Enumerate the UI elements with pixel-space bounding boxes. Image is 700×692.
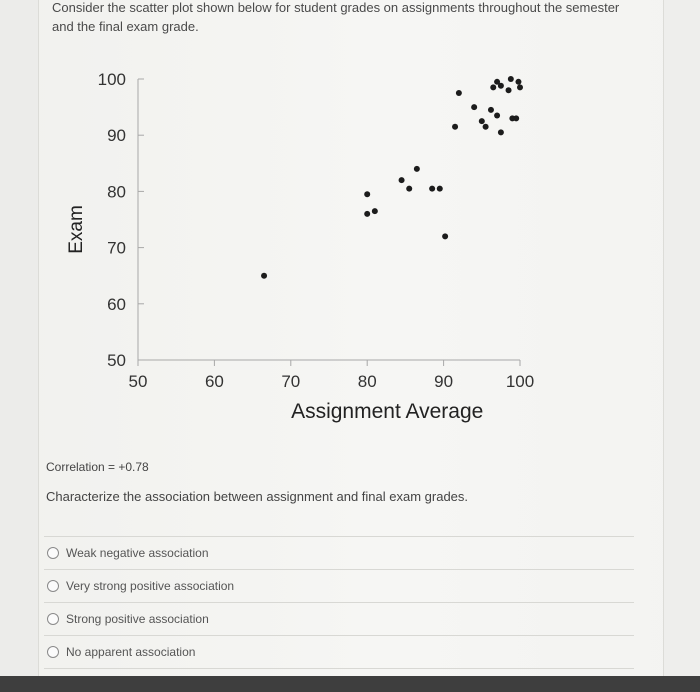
y-axis-label: Exam (66, 205, 87, 254)
data-point (429, 186, 435, 192)
x-axis (129, 360, 535, 391)
y-tick-label: 60 (107, 294, 126, 314)
option-label: Very strong positive association (66, 579, 235, 593)
data-point (508, 76, 514, 82)
question-text: Consider the scatter plot shown below for student grades on assignments throughout the semester and the final exam grade. (52, 0, 620, 34)
data-point (437, 186, 443, 192)
data-point (364, 211, 370, 217)
x-tick-label: 100 (505, 372, 535, 391)
y-tick-label: 90 (107, 126, 126, 146)
data-point (452, 124, 458, 130)
data-point (494, 113, 500, 119)
data-point (372, 208, 378, 214)
correlation-text: Correlation = +0.78 (46, 460, 149, 474)
option-label: Strong positive association (66, 612, 209, 626)
data-point (513, 115, 519, 121)
data-point (406, 186, 412, 192)
data-point (498, 129, 504, 135)
x-tick-label: 80 (357, 372, 377, 391)
data-point (471, 104, 477, 110)
option-weak-negative[interactable] (44, 536, 634, 569)
option-strong-positive[interactable] (44, 602, 634, 635)
right-margin (663, 0, 700, 676)
data-point (399, 177, 405, 183)
scatter-chart (52, 60, 552, 430)
data-point (506, 87, 512, 93)
data-point (414, 166, 420, 172)
data-point (515, 79, 521, 85)
data-point (456, 90, 462, 96)
data-point (498, 83, 504, 89)
x-tick-label: 70 (281, 372, 301, 391)
x-tick-label: 50 (128, 372, 148, 391)
y-tick-label: 80 (107, 182, 126, 202)
prompt-text: Characterize the association between assignment and final exam grades. (46, 489, 469, 504)
data-point (261, 273, 267, 279)
y-axis (98, 70, 144, 370)
y-tick-label: 50 (107, 351, 126, 370)
y-tick-label: 100 (97, 70, 126, 89)
option-label: No apparent association (66, 645, 196, 659)
x-tick-label: 90 (434, 372, 454, 391)
radio-button-icon[interactable] (47, 646, 59, 658)
x-tick-label: 60 (204, 372, 224, 391)
option-label: Weak negative association (66, 546, 209, 560)
radio-button-icon[interactable] (47, 547, 59, 559)
data-point (517, 84, 523, 90)
option-no-association[interactable] (44, 635, 634, 669)
data-point (483, 124, 489, 130)
answer-options (44, 536, 634, 669)
radio-button-icon[interactable] (47, 613, 59, 625)
data-point (488, 107, 494, 113)
x-axis-label: Assignment Average (291, 400, 484, 423)
data-point (490, 84, 496, 90)
y-tick-label: 70 (107, 238, 126, 258)
data-point (442, 233, 448, 239)
left-margin (0, 0, 39, 676)
data-point (479, 118, 485, 124)
data-point (364, 191, 370, 197)
data-points (261, 76, 523, 279)
option-very-strong-positive[interactable] (44, 569, 634, 602)
radio-button-icon[interactable] (47, 580, 59, 592)
bottom-bar (0, 676, 700, 692)
